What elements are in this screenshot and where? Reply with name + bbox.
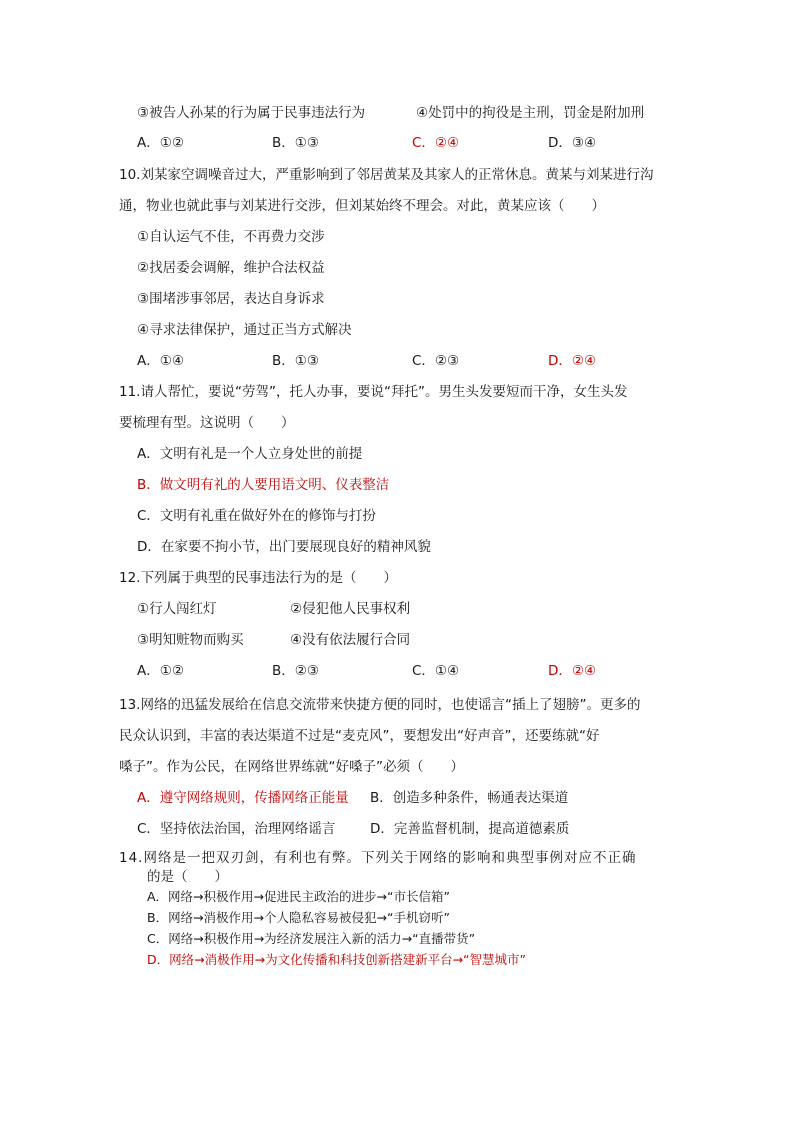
q11-stem-line2: 要梳理有型。这说明（ ） — [119, 415, 295, 431]
q9-option-3: ③被告人孙某的行为属于民事违法行为 — [137, 105, 366, 121]
q14-stem-line1: 14.网络是一把双刃剑，有利也有弊。下列关于网络的影响和典型事例对应不正确 — [119, 850, 637, 866]
q12-stem: 12.下列属于典型的民事违法行为的是（ ） — [119, 570, 397, 586]
q10-choice-b: B．①③ — [272, 353, 319, 369]
q9-choice-c-answer: C．②④ — [412, 135, 460, 151]
q12-item-3: ③明知赃物而购买 — [137, 632, 244, 648]
q12-item-2: ②侵犯他人民事权利 — [290, 601, 411, 617]
q10-stem-line2: 通，物业也就此事与刘某进行交涉，但刘某始终不理会。对此，黄某应该（ ） — [119, 198, 605, 214]
q11-option-a: A．文明有礼是一个人立身处世的前提 — [137, 446, 363, 462]
q10-item-3: ③围堵涉事邻居，表达自身诉求 — [137, 291, 325, 307]
q11-option-d: D．在家要不拘小节，出门要展现良好的精神风貌 — [137, 539, 431, 555]
q13-stem-line1: 13.网络的迅猛发展给在信息交流带来快捷方便的同时，也使谣言“插上了翅膀”。更多的 — [119, 697, 641, 713]
q9-choice-a: A．①② — [137, 135, 184, 151]
q13-option-a-answer: A．遵守网络规则，传播网络正能量 — [137, 790, 349, 806]
q13-stem-line3: 嗓子”。作为公民，在网络世界练就“好嗓子”必须（ ） — [119, 759, 464, 775]
q10-choice-c: C．②③ — [412, 353, 460, 369]
q12-choice-c: C．①④ — [412, 663, 460, 679]
q9-option-4: ④处罚中的拘役是主刑，罚金是附加刑 — [416, 105, 645, 121]
q12-item-4: ④没有依法履行合同 — [290, 632, 411, 648]
q12-choice-a: A．①② — [137, 663, 184, 679]
q14-option-d-answer: D．网络→消极作用→为文化传播和科技创新搭建新平台→“智慧城市” — [147, 952, 526, 967]
q12-item-1: ①行人闯红灯 — [137, 601, 217, 617]
q10-item-4: ④寻求法律保护，通过正当方式解决 — [137, 322, 352, 338]
q14-option-c: C．网络→积极作用→为经济发展注入新的活力→“直播带货” — [147, 931, 476, 946]
q14-option-b: B．网络→消极作用→个人隐私容易被侵犯→“手机窃听” — [147, 910, 450, 925]
q14-option-a: A．网络→积极作用→促进民主政治的进步→“市长信箱” — [147, 889, 450, 904]
q12-choice-d-answer: D．②④ — [548, 663, 597, 679]
q11-stem-line1: 11.请人帮忙，要说“劳驾”，托人办事，要说“拜托”。男生头发要短而干净，女生头发 — [119, 384, 628, 400]
q10-item-1: ①自认运气不佳，不再费力交涉 — [137, 229, 325, 245]
q10-stem-line1: 10.刘某家空调噪音过大，严重影响到了邻居黄某及其家人的正常休息。黄某与刘某进行沟 — [119, 167, 654, 183]
q10-item-2: ②找居委会调解，维护合法权益 — [137, 260, 325, 276]
q11-option-c: C．文明有礼重在做好外在的修饰与打扮 — [137, 508, 376, 524]
q9-choice-b: B．①③ — [272, 135, 319, 151]
q12-choice-b: B．②③ — [272, 663, 319, 679]
q9-choice-d: D．③④ — [548, 135, 597, 151]
q13-stem-line2: 民众认识到，丰富的表达渠道不过是“麦克风”，要想发出“好声音”，还要练就“好 — [119, 728, 600, 744]
q10-choice-a: A．①④ — [137, 353, 184, 369]
q13-option-d: D．完善监督机制，提高道德素质 — [370, 821, 570, 837]
q13-option-b: B．创造多种条件，畅通表达渠道 — [370, 790, 569, 806]
q13-option-c: C．坚持依法治国，治理网络谣言 — [137, 821, 336, 837]
q10-choice-d-answer: D．②④ — [548, 353, 597, 369]
q14-stem-line2: 的是（ ） — [147, 869, 228, 885]
q11-option-b-answer: B．做文明有礼的人要用语文明、仪表整洁 — [137, 477, 390, 493]
